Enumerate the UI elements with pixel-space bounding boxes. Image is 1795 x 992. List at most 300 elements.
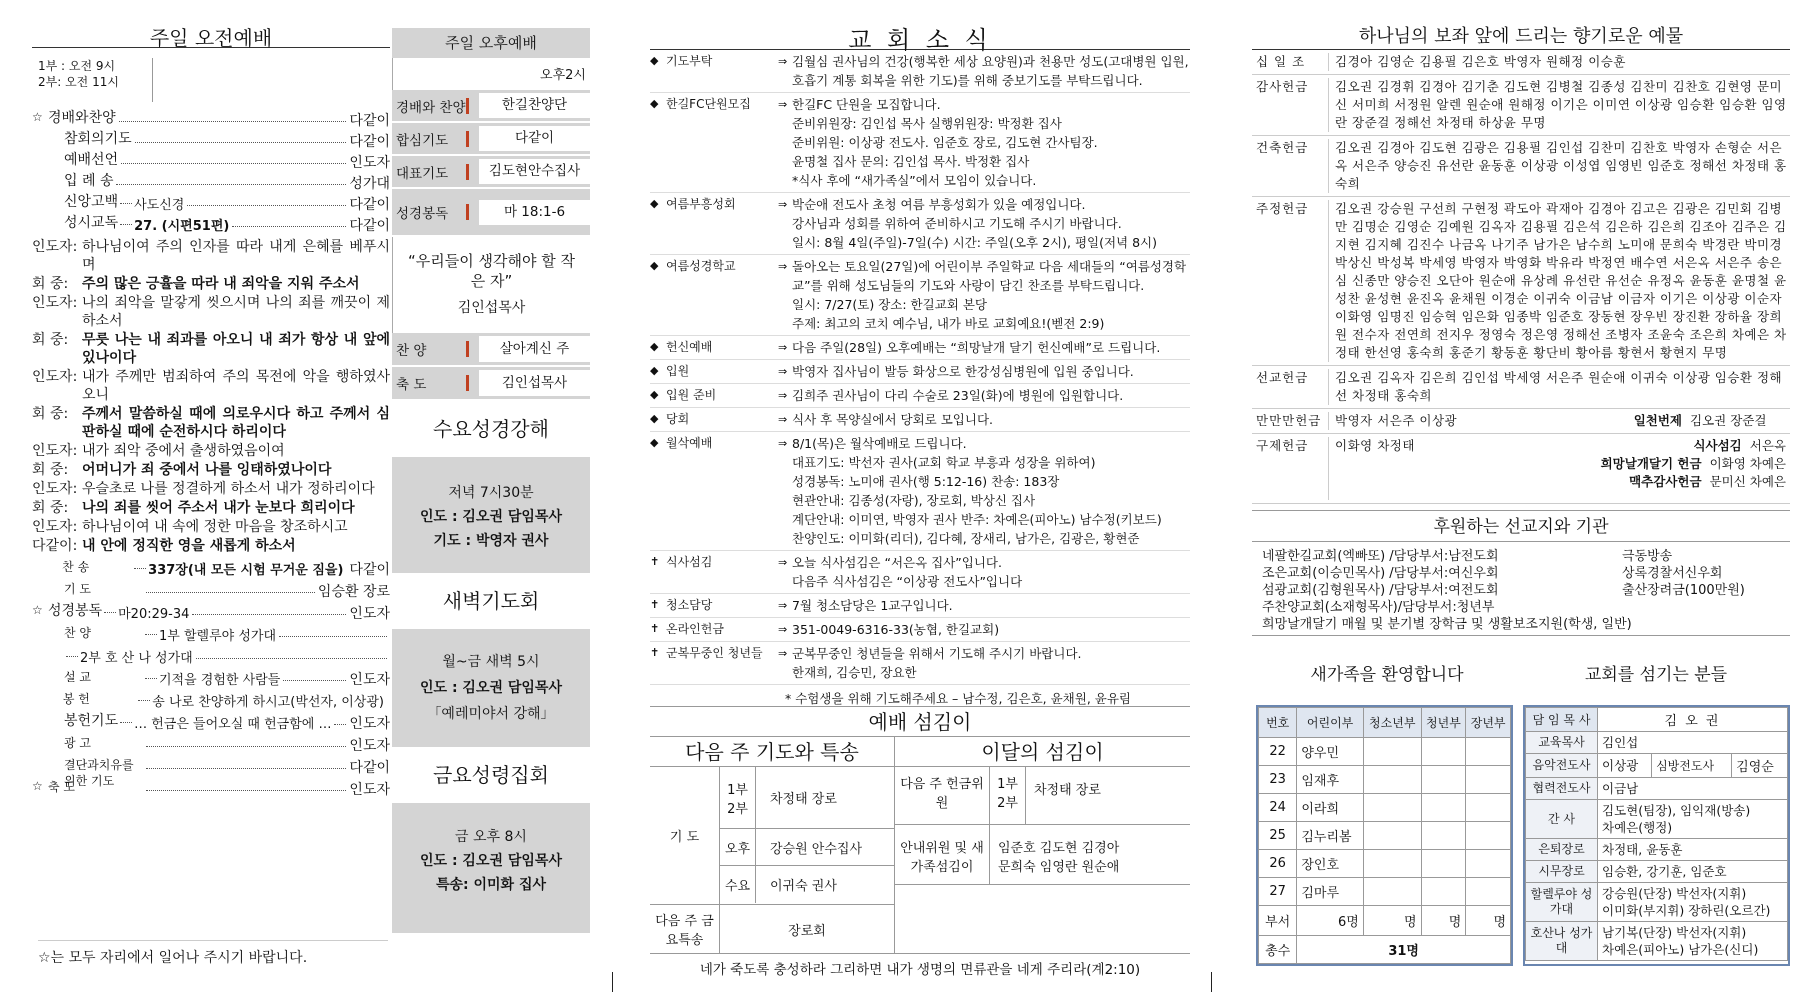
order-item <box>32 131 390 152</box>
reading-text: 나의 죄악을 말갛게 씻으시며 나의 죄를 깨끗이 제하소서 <box>82 295 390 329</box>
reading-text: 주께서 말씀하실 때에 의로우시다 하고 주께서 심판하실 때에 순전하시다 하리이다 <box>82 406 390 440</box>
attendance-empty <box>1466 822 1511 850</box>
order-detail: 1부 할렐루야 성가대 <box>159 629 276 644</box>
news-marker: ◆ <box>650 388 659 401</box>
afternoon-value: 김인섭목사 <box>479 370 590 396</box>
news-line: 주제: 최고의 코치 예수님, 내가 바로 교회예요!(벧전 2:9) <box>792 316 1105 331</box>
friday-time: 금 오후 8시 <box>455 829 527 845</box>
order-name: 축 도 <box>48 780 75 794</box>
news-body <box>792 195 1190 252</box>
offering-row <box>1252 136 1790 197</box>
mission-row <box>1262 565 1790 582</box>
news-marker: ✝ <box>650 598 660 611</box>
order-dots <box>116 173 346 185</box>
attendance-num: 24 <box>1259 794 1297 822</box>
order-item <box>32 173 390 194</box>
offering-type: 구제헌금 <box>1256 438 1309 453</box>
news-label: 월삭예배 <box>666 436 713 450</box>
mission-name: 네팔한길교회(엑빠또) /담당부서:남전도회 <box>1262 549 1499 564</box>
offering-row <box>1252 75 1790 136</box>
news-line: *식사 후에 “새가족실”에서 모임이 있습니다. <box>792 173 1037 188</box>
reading-line <box>32 537 390 555</box>
news-line: 강사님과 성회를 위하여 준비하시고 기도해 주시기 바랍니다. <box>792 216 1122 231</box>
news-line: 찬양인도: 이미화(리더), 김다혜, 장새리, 남가은, 김광은, 황현준 <box>792 531 1140 546</box>
news-marker: ◆ <box>650 364 659 377</box>
afternoon-row <box>392 156 590 189</box>
next-week-prayer <box>650 767 895 953</box>
reading-speaker: 인도자: <box>32 369 78 385</box>
next-week-title: 다음 주 기도와 특송 <box>650 737 895 766</box>
staff-row <box>1526 839 1788 861</box>
afternoon-value: 한길찬양단 <box>479 93 590 118</box>
prayer-part: 수요 <box>720 866 756 903</box>
reading-text: 우슬초로 나를 정결하게 하소서 내가 정하리이다 <box>82 481 375 497</box>
exam-prayer: * 수험생을 위해 기도해주세요 – 남수정, 김은호, 윤채원, 윤유림 <box>650 685 1190 707</box>
news-line: 김희주 권사님이 다리 수술로 23일(화)에 병원에 입원합니다. <box>792 388 1124 403</box>
news-line: 성경봉독: 노미애 권사(행 5:12-16) 찬송: 183장 <box>792 474 1060 489</box>
attendance-empty <box>1363 766 1421 794</box>
news-item <box>650 618 1190 642</box>
afternoon-row <box>392 90 590 123</box>
reading-speaker: 인도자: <box>32 239 78 255</box>
mission-row <box>1262 548 1790 565</box>
dawn-prayer-title: 새벽기도회 <box>442 589 540 613</box>
offering-type: 만만만헌금 <box>1256 413 1322 428</box>
staff-role: 할렐루야 성가대 <box>1526 883 1598 922</box>
reading-line <box>32 499 390 517</box>
order-name: 설 교 <box>64 670 91 684</box>
attendance-empty <box>1363 878 1421 906</box>
mission-name: 조은교회(이승민목사) /담당부서:여신우회 <box>1262 566 1499 581</box>
afternoon-column <box>392 28 590 958</box>
afternoon-bar <box>466 131 469 147</box>
news-body <box>792 644 1190 682</box>
order-dots <box>146 735 346 747</box>
news-line: 8/1(목)은 월삭예배로 드립니다. <box>792 436 967 451</box>
morning-worship-column <box>32 0 390 992</box>
order-detail: 27. (시편51편) <box>134 219 230 234</box>
reading-speaker: 인도자: <box>32 295 78 311</box>
staff-row <box>1526 778 1788 800</box>
afternoon-bar <box>466 341 469 357</box>
side-offering-names: 서은옥 <box>1749 438 1786 453</box>
afternoon-order-2 <box>392 333 590 401</box>
offering-names: 이화영 차정태 <box>1328 437 1448 500</box>
attendance-dept-cell: 명 <box>1363 906 1421 936</box>
reading-speaker: 인도자: <box>32 443 78 459</box>
news-arrow: ⇒ <box>778 341 788 354</box>
order-dots <box>196 647 387 659</box>
news-label: 입원 <box>666 364 690 378</box>
staff-row <box>1526 922 1788 961</box>
order-person: 다같이 <box>349 218 390 234</box>
mission-org: 극동방송 <box>1622 549 1673 564</box>
order-dots <box>120 194 132 204</box>
news-item <box>650 408 1190 432</box>
attendance-empty <box>1363 850 1421 878</box>
news-line: 윤명철 집사 문의: 김인섭 목사. 박정환 집사 <box>792 154 1030 169</box>
staff-box <box>1523 705 1790 966</box>
news-body <box>792 386 1190 405</box>
reading-line <box>32 518 390 536</box>
order-detail: 2부 호 산 나 성가대 <box>80 651 193 666</box>
attendance-col: 장년부 <box>1466 708 1511 738</box>
offering-label: 다음 주 헌금위원 <box>895 767 990 824</box>
attendance-total-label: 총수 <box>1259 936 1297 964</box>
welcome-title: 새가족을 환영합니다 <box>1310 665 1464 685</box>
news-arrow: ⇒ <box>778 647 788 660</box>
order-name: 예배선언 <box>64 152 119 168</box>
afternoon-row <box>392 333 590 367</box>
offering-column <box>1252 0 1790 992</box>
afternoon-item: 찬 양 <box>396 343 427 359</box>
staff-name: 김도현(팀장), 임익재(방송) 차예은(행정) <box>1598 800 1788 839</box>
attendance-dept <box>1259 906 1511 936</box>
news-line: 김월심 권사님의 건강(행복한 세상 요양원)과 천용만 성도(고대병원 입원, 호흡기 계통 회복을 위한 기도)를 위해 중보기도를 부탁드립니다. <box>792 54 1189 88</box>
order-person: 인도자 <box>349 672 390 688</box>
order-item <box>32 194 390 215</box>
morning-worship-title: 주일 오전예배 <box>32 0 390 48</box>
service-time: 2부: 오전 11시 <box>38 75 119 89</box>
side-offering-names: 문미신 차예은 <box>1709 474 1786 489</box>
order-dots <box>120 713 132 723</box>
order-person: 인도자 <box>349 716 390 732</box>
order-person: 인도자 <box>349 782 390 798</box>
attendance-empty <box>1363 794 1421 822</box>
news-line: 박순애 전도사 초청 여름 부흥성회가 있을 예정입니다. <box>792 197 1086 212</box>
order-name: 기 도 <box>64 582 91 596</box>
news-marker: ◆ <box>650 197 659 210</box>
order-dots <box>121 152 346 164</box>
news-marker: ✝ <box>650 555 660 568</box>
news-body <box>792 257 1190 333</box>
serve-title: 예배 섬김이 <box>650 707 1190 737</box>
order-item <box>32 110 390 131</box>
reading-line <box>32 480 390 498</box>
order-item <box>32 625 390 647</box>
dawn-leader: 인도 : 김오권 담임목사 <box>420 680 562 696</box>
service-times <box>38 58 153 102</box>
special-label: 다음 주 금요특송 <box>650 905 720 953</box>
attendance-num: 25 <box>1259 822 1297 850</box>
order-name: 찬 송 <box>62 560 90 574</box>
news-item <box>650 336 1190 360</box>
attendance-col: 어린이부 <box>1297 708 1364 738</box>
attendance-name: 양우민 <box>1297 738 1364 766</box>
reading-speaker: 회 중: <box>32 276 69 292</box>
order-detail: 사도신경 <box>134 198 185 213</box>
wednesday-leader: 인도 : 김오권 담임목사 <box>420 509 562 525</box>
attendance-col: 번호 <box>1259 708 1297 738</box>
order-person: 인도자 <box>349 738 390 754</box>
news-column <box>650 0 1190 992</box>
attendance-dept-cell: 부서 <box>1259 906 1297 936</box>
prayer-row <box>720 829 894 866</box>
attendance-body <box>1259 738 1511 964</box>
staff-name: 이금남 <box>1598 778 1788 800</box>
order-person: 다같이 <box>349 197 390 213</box>
news-marker: ◆ <box>650 97 659 110</box>
reading-speaker: 인도자: <box>32 519 78 535</box>
afternoon-value: 김도현안수집사 <box>479 159 590 184</box>
reading-speaker: 인도자: <box>32 481 78 497</box>
order-detail: 337장(내 모든 시험 무거운 짐을) <box>148 563 344 578</box>
order-dots <box>192 603 346 615</box>
news-body <box>792 620 1190 639</box>
month-title: 이달의 섬김이 <box>981 740 1104 764</box>
offering-title: 하나님의 보좌 앞에 드리는 향기로운 예물 <box>1252 0 1790 50</box>
reading-line <box>32 442 390 460</box>
mission-name: 섬광교회(김형원목사) /담당부서:여전도회 <box>1262 583 1499 598</box>
news-label: 여름부흥성회 <box>666 197 736 211</box>
attendance-empty <box>1421 850 1466 878</box>
order-name: 참회의기도 <box>64 131 132 147</box>
order-dots <box>279 625 387 637</box>
attendance-num: 26 <box>1259 850 1297 878</box>
standing-note: ☆는 모두 자리에서 일어나 주시기 바랍니다. <box>38 940 388 967</box>
attendance-empty <box>1466 766 1511 794</box>
attendance-col: 청소년부 <box>1363 708 1421 738</box>
order-dots <box>66 647 78 657</box>
worship-order-2 <box>32 559 390 801</box>
attendance-box <box>1256 705 1513 966</box>
attendance-name: 장인호 <box>1297 850 1364 878</box>
guide-value: 임준호 김도현 김경아 문희숙 임영란 원순애 <box>998 841 1120 875</box>
order-item <box>32 603 390 625</box>
reading-line <box>32 294 390 330</box>
news-marker: ✝ <box>650 646 660 659</box>
order-dots <box>135 131 347 143</box>
news-arrow: ⇒ <box>778 556 788 569</box>
order-detail: … 헌금은 들어오실 때 헌금함에 … <box>134 717 332 732</box>
offering-row <box>1252 409 1790 434</box>
reading-line <box>32 275 390 293</box>
news-line: 오늘 식사섬김은 “서은옥 집사”입니다. <box>792 555 1002 570</box>
news-item <box>650 594 1190 618</box>
attendance-row <box>1259 878 1511 906</box>
order-item <box>32 581 390 603</box>
order-name: 봉헌기도 <box>64 713 119 729</box>
offering-row <box>1252 197 1790 366</box>
news-line: 한재희, 김승민, 장요한 <box>792 665 917 680</box>
news-marker: ◆ <box>650 412 659 425</box>
mission-row <box>1262 599 1790 616</box>
order-detail: 마20:29-34 <box>118 607 190 622</box>
news-item <box>650 50 1190 93</box>
news-line: 대표기도: 박선자 권사(교회 학교 부흥과 성장을 위하여) <box>792 455 1096 470</box>
news-line: 일시: 7/27(토) 장소: 한길교회 본당 <box>792 297 987 312</box>
reading-text: 하나님이여 내 속에 정한 마음을 창조하시고 <box>82 519 348 535</box>
order-dots <box>334 713 346 725</box>
attendance-name: 이라희 <box>1297 794 1364 822</box>
order-item <box>32 215 390 236</box>
friday-title: 금요성령집회 <box>433 763 549 787</box>
news-body <box>792 434 1190 548</box>
order-dots <box>146 581 315 593</box>
afternoon-row <box>392 189 590 237</box>
mission-name: 희망날개달기 매월 및 분기별 장학금 및 생활보조지원(학생, 일반) <box>1262 617 1632 632</box>
friday-special: 특송: 이미화 집사 <box>435 877 546 893</box>
side-offerings <box>1448 437 1790 500</box>
afternoon-bar <box>466 164 469 180</box>
news-item <box>650 432 1190 551</box>
news-line: 일시: 8월 4일(주일)-7일(수) 시간: 주일(오후 2시), 평일(저녁 8시) <box>792 235 1157 250</box>
news-line: 351-0049-6316-33(농협, 한길교회) <box>792 622 1000 637</box>
order-name: 결단과치유를 위한 기도 <box>64 758 134 788</box>
news-marker: ✝ <box>650 622 660 635</box>
order-dots <box>232 215 346 227</box>
reading-speaker: 회 중: <box>32 462 69 478</box>
news-line: 한길FC 단원을 모집합니다. <box>792 97 941 112</box>
reading-speaker: 회 중: <box>32 500 69 516</box>
prayer-block <box>650 767 894 905</box>
order-detail: 송 나로 찬양하게 하시고(박선자, 이상광) <box>152 695 384 710</box>
news-label: 식사섬김 <box>666 555 713 569</box>
order-dots <box>187 194 346 206</box>
guide-label: 안내위원 및 새가족섬김이 <box>895 825 990 884</box>
afternoon-value: 마 18:1-6 <box>479 200 590 225</box>
staff-table <box>1525 707 1788 961</box>
news-line: 식사 후 목양실에서 당회로 모입니다. <box>792 412 993 427</box>
staff-role: 교육목사 <box>1526 732 1598 754</box>
order-person: 다같이 <box>349 760 390 776</box>
staff-row <box>1526 732 1788 754</box>
side-offering-type: 식사섬김 <box>1693 438 1742 453</box>
prayer-rows <box>720 767 894 904</box>
worship-order <box>32 110 390 236</box>
news-line: 돌아오는 토요일(27일)에 어린이부 주일학교 다음 세대들의 “여름성경학교”를 위해 성도님들의 기도와 사랑이 담긴 찬조를 부탁드립니다. <box>792 259 1187 293</box>
offering-part: 1부 2부 <box>990 767 1026 824</box>
mission-name: 주찬양교회(소재형목사)/담당부서:청년부 <box>1262 600 1495 615</box>
bottom-tables <box>1252 705 1790 966</box>
order-item <box>32 669 390 691</box>
staff-role: 호산나 성가대 <box>1526 922 1598 961</box>
order-name: 입 례 송 <box>64 173 114 189</box>
news-label: 기도부탁 <box>666 54 713 68</box>
order-name: 봉 헌 <box>62 692 90 706</box>
afternoon-bar <box>466 98 469 114</box>
news-body <box>792 95 1190 190</box>
attendance-header <box>1259 708 1511 738</box>
afternoon-order <box>392 90 590 237</box>
reading-text: 내 안에 정직한 영을 새롭게 하소서 <box>82 538 296 554</box>
offering-type: 주정헌금 <box>1256 201 1309 216</box>
news-marker: ◆ <box>650 259 659 272</box>
prayer-row <box>720 866 894 903</box>
order-item <box>32 779 390 801</box>
mission-org: 상록경찰서신우회 <box>1622 566 1723 581</box>
bottom-titles <box>1252 660 1790 685</box>
attendance-empty <box>1421 794 1466 822</box>
order-person: 인도자 <box>349 606 390 622</box>
order-dots <box>145 669 157 679</box>
reading-line <box>32 368 390 404</box>
afternoon-item: 경배와 찬양 <box>396 99 466 116</box>
mission-row <box>1262 582 1790 599</box>
news-item <box>650 193 1190 255</box>
prayer-part: 오후 <box>720 829 756 865</box>
dawn-time: 월~금 새벽 5시 <box>442 654 540 670</box>
news-arrow: ⇒ <box>778 437 788 450</box>
order-name: 신앙고백 <box>64 194 119 210</box>
order-mark: ☆ <box>32 779 43 793</box>
mission-row <box>1262 616 1790 633</box>
prayer-person: 차정태 장로 <box>770 792 837 807</box>
staff-head-row <box>1526 708 1788 732</box>
afternoon-row <box>392 123 590 156</box>
offering-names: 김오권 김경아 김도현 김광은 김용필 김인섭 김찬미 김찬호 박영자 손형순 서은옥 서은주 양승진 유선란 윤동훈 이상광 이성엽 임영빈 임준호 정해선 차정태 홍숙희 <box>1328 139 1790 193</box>
news-line: 다음 주일(28일) 오후예배는 “희망날개 달기 헌신예배”로 드립니다. <box>792 340 1161 355</box>
attendance-row <box>1259 850 1511 878</box>
guide-block <box>895 825 1190 885</box>
news-marker: ◆ <box>650 54 659 67</box>
offering-type: 감사헌금 <box>1256 79 1309 94</box>
news-arrow: ⇒ <box>778 623 788 636</box>
attendance-num: 27 <box>1259 878 1297 906</box>
wednesday-prayer: 기도 : 박영자 권사 <box>433 533 549 549</box>
reading-speaker: 회 중: <box>32 332 69 348</box>
news-label: 입원 준비 <box>666 388 717 402</box>
offering-row <box>1252 366 1790 409</box>
afternoon-item: 성경봉독 <box>396 206 449 222</box>
afternoon-row <box>392 367 590 401</box>
attendance-empty <box>1363 738 1421 766</box>
news-item <box>650 384 1190 408</box>
order-detail: 기적을 경험한 사람들 <box>159 673 281 688</box>
news-line: 박영자 집사님이 발등 화상으로 한강성심병원에 입원 중입니다. <box>792 364 1134 379</box>
offering-row <box>1252 434 1790 504</box>
news-title: 교 회 소 식 <box>650 0 1190 50</box>
side-offering-names: 이화영 차예은 <box>1709 456 1786 471</box>
attendance-row <box>1259 738 1511 766</box>
news-arrow: ⇒ <box>778 198 788 211</box>
attendance-dept-cell: 6명 <box>1297 906 1364 936</box>
afternoon-item: 대표기도 <box>396 165 449 182</box>
reading-text: 나의 죄를 씻어 주소서 내가 눈보다 희리이다 <box>82 500 355 516</box>
staff-role: 담 임 목 사 <box>1526 708 1598 732</box>
reading-text: 하나님이여 주의 인자를 따라 내게 은혜를 베푸시며 <box>82 239 390 273</box>
order-dots <box>146 779 346 791</box>
afternoon-value: 살아계신 주 <box>479 336 590 362</box>
side-offering-names: 김오권 장준걸 <box>1690 413 1767 428</box>
attendance-empty <box>1466 738 1511 766</box>
staff-role: 음악전도사 <box>1526 754 1598 778</box>
staff-row <box>1526 883 1788 922</box>
news-arrow: ⇒ <box>778 98 788 111</box>
order-name: 성시교독 <box>64 215 119 231</box>
reading-text: 어머니가 죄 중에서 나를 잉태하였나이다 <box>82 462 332 478</box>
dawn-series: 「예레미야서 강해」 <box>427 706 555 722</box>
offering-row <box>1252 50 1790 75</box>
staff-name: 차정태, 윤동훈 <box>1598 839 1788 861</box>
side-offering-type: 일천번제 <box>1633 413 1682 428</box>
attendance-empty <box>1466 878 1511 906</box>
afternoon-item: 축 도 <box>396 377 427 393</box>
reading-text: 내가 주께만 범죄하여 주의 목전에 악을 행하였사오니 <box>82 369 390 403</box>
order-dots <box>119 110 347 122</box>
order-person: 성가대 <box>349 176 390 192</box>
news-body <box>792 52 1190 90</box>
order-mark: ☆ <box>32 110 43 124</box>
news-label: 헌신예배 <box>666 340 713 354</box>
news-item <box>650 93 1190 193</box>
staff-role: 은퇴장로 <box>1526 839 1598 861</box>
prayer-person: 이귀숙 권사 <box>770 879 837 894</box>
side-offering <box>1448 437 1786 455</box>
special-block <box>650 905 894 953</box>
news-marker: ◆ <box>650 436 659 449</box>
offering-names: 김경아 김영순 김용필 김은호 박영자 원해정 이승훈 <box>1328 53 1790 71</box>
